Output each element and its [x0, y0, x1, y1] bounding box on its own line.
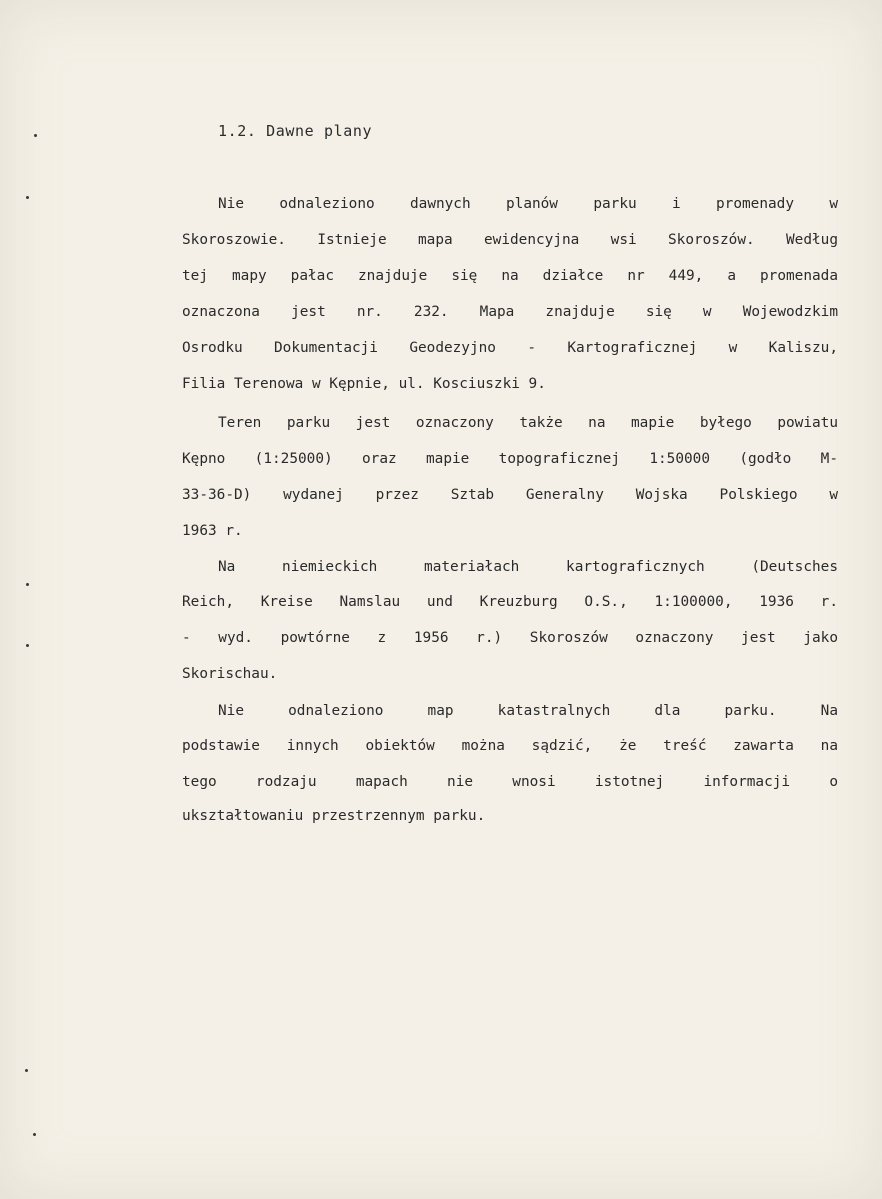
scan-speck: [26, 583, 29, 586]
scan-speck: [33, 1133, 36, 1136]
paragraph-2-line-1: Teren parku jest oznaczony także na mapie byłego powiatu: [218, 415, 838, 431]
paragraph-4-line-2: podstawie innych obiektów można sądzić, że treść zawarta na: [182, 738, 838, 754]
paragraph-1-line-2: Skoroszowie. Istnieje mapa ewidencyjna wsi Skoroszów. Według: [182, 232, 838, 248]
paragraph-1-line-4: oznaczona jest nr. 232. Mapa znajduje się w Wojewodzkim: [182, 304, 838, 320]
scan-speck: [26, 644, 29, 647]
paragraph-2-line-3: 33-36-D) wydanej przez Sztab Generalny Wojska Polskiego w: [182, 487, 838, 503]
paragraph-1-line-3: tej mapy pałac znajduje się na działce nr 449, a promenada: [182, 268, 838, 284]
paragraph-1-line-5: Osrodku Dokumentacji Geodezyjno - Kartograficznej w Kaliszu,: [182, 340, 838, 356]
paragraph-3-line-4: Skorischau.: [182, 666, 278, 682]
paragraph-3-line-2: Reich, Kreise Namslau und Kreuzburg O.S., 1:100000, 1936 r.: [182, 594, 838, 610]
paragraph-2-line-2: Kępno (1:25000) oraz mapie topograficznej 1:50000 (godło M-: [182, 451, 838, 467]
paragraph-4-line-1: Nie odnaleziono map katastralnych dla parku. Na: [218, 703, 838, 719]
paragraph-2-line-4: 1963 r.: [182, 523, 243, 539]
paragraph-1-line-1: Nie odnaleziono dawnych planów parku i promenady w: [218, 196, 838, 212]
paragraph-4-line-4: ukształtowaniu przestrzennym parku.: [182, 808, 486, 824]
paragraph-3-line-1: Na niemieckich materiałach kartograficznych (Deutsches: [218, 559, 838, 575]
scan-speck: [34, 134, 37, 137]
scan-speck: [25, 1069, 28, 1072]
scan-speck: [26, 196, 29, 199]
paragraph-1-line-6: Filia Terenowa w Kępnie, ul. Kosciuszki 9.: [182, 376, 546, 392]
paragraph-3-line-3: - wyd. powtórne z 1956 r.) Skoroszów oznaczony jest jako: [182, 630, 838, 646]
section-heading: 1.2. Dawne plany: [218, 122, 373, 140]
paragraph-4-line-3: tego rodzaju mapach nie wnosi istotnej informacji o: [182, 774, 838, 790]
